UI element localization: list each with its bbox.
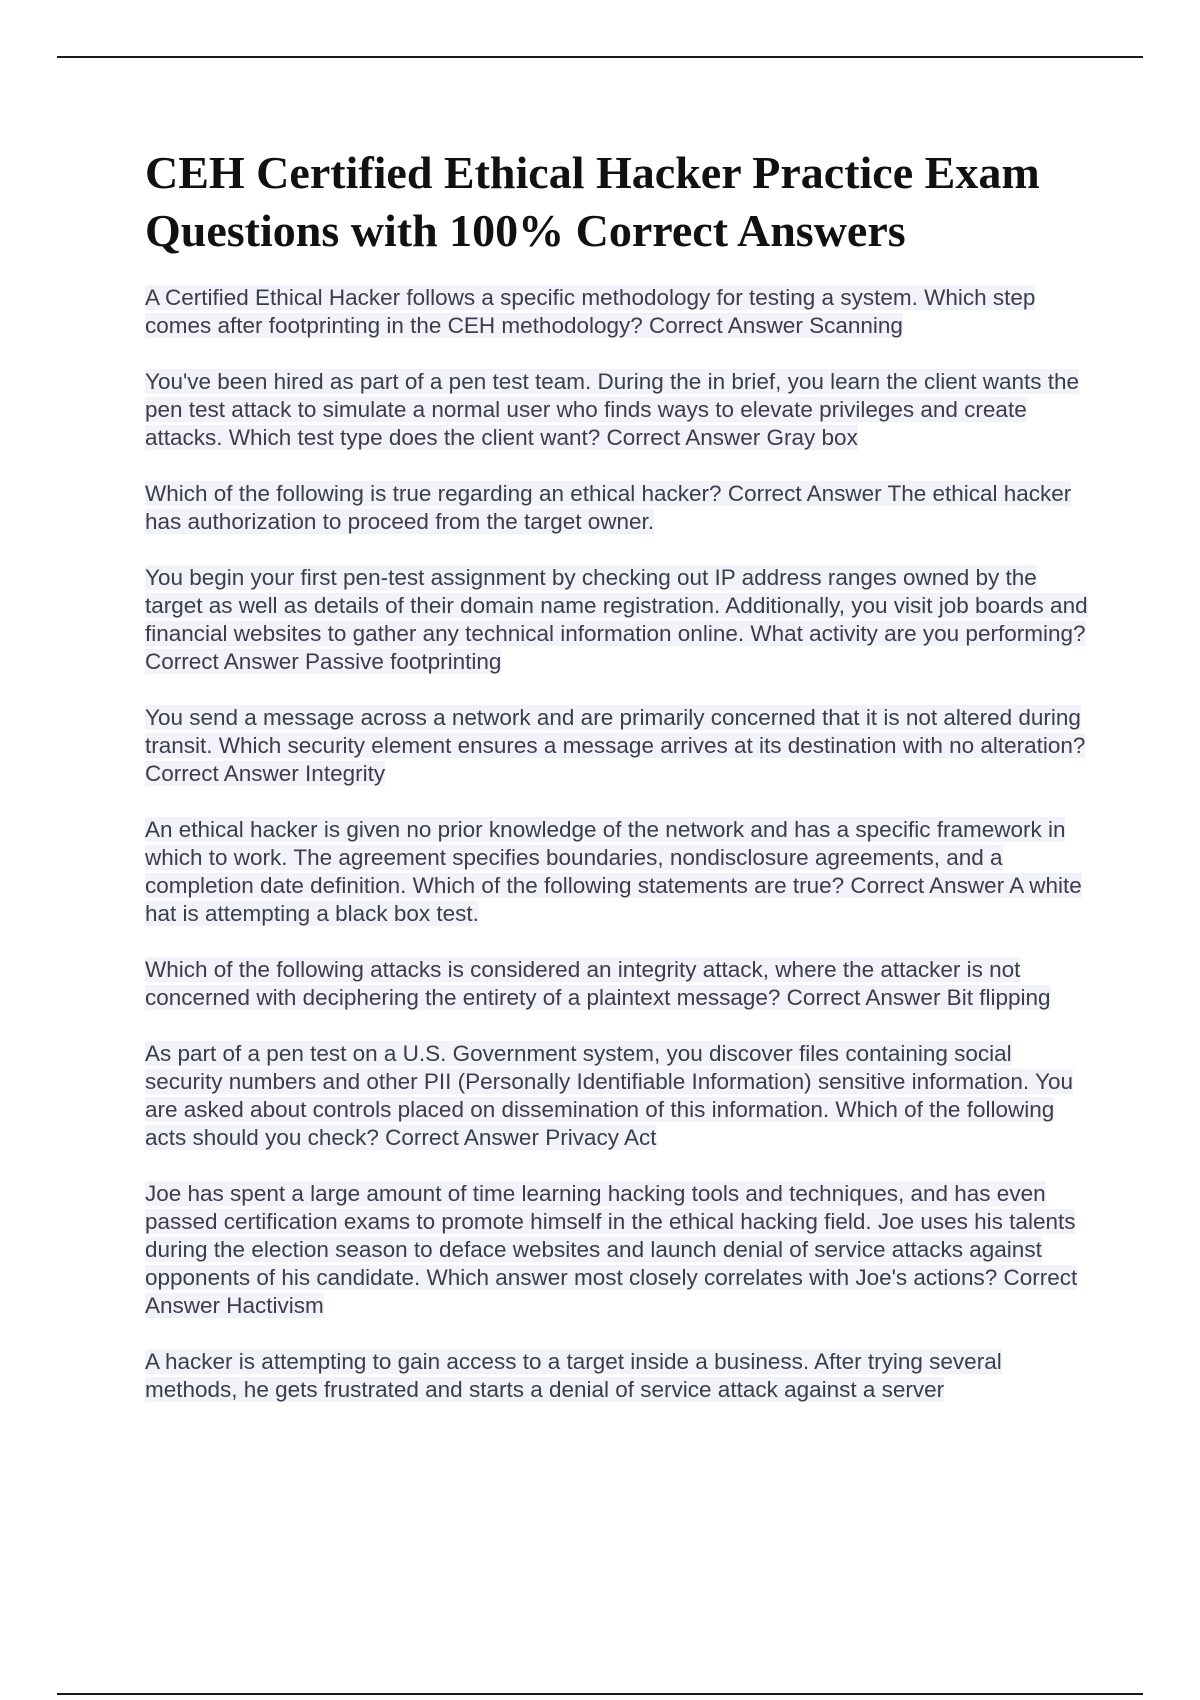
qa-item — [145, 704, 1095, 788]
qa-item — [145, 284, 1095, 340]
qa-item — [145, 1040, 1095, 1152]
qa-item — [145, 1348, 1095, 1404]
document-title: CEH Certified Ethical Hacker Practice Exam Questions with 100% Correct Answers — [145, 147, 1040, 256]
qa-text: Which of the following is true regarding an ethical hacker? Correct Answer The ethical hacker has authorization to proceed from the target owner. — [145, 481, 1072, 534]
qa-text: A hacker is attempting to gain access to a target inside a business. After trying several methods, he gets frustrated and starts a denial of service attack against a server — [145, 1349, 1002, 1402]
qa-text: You begin your first pen-test assignment by checking out IP address ranges owned by the target as well as details of their domain name registration. Additionally, you visit job boards and financial websites to gather any technical information online. What activity are you performing? Correct Answer Passive footprinting — [145, 565, 1088, 674]
qa-item — [145, 816, 1095, 928]
qa-text: A Certified Ethical Hacker follows a specific methodology for testing a system. Which step comes after footprinting in the CEH methodology? Correct Answer Scanning — [145, 285, 1036, 338]
qa-text: Which of the following attacks is considered an integrity attack, where the attacker is not concerned with deciphering the entirety of a plaintext message? Correct Answer Bit flipping — [145, 957, 1051, 1010]
qa-text: You send a message across a network and are primarily concerned that it is not altered during transit. Which security element ensures a message arrives at its destination with no alteration? Correct Answer Integrity — [145, 705, 1086, 786]
question-list — [145, 284, 1095, 1404]
footer-rule — [57, 1693, 1143, 1695]
qa-text: Joe has spent a large amount of time learning hacking tools and techniques, and has even passed certification exams to promote himself in the ethical hacking field. Joe uses his talents during the election season to deface websites and launch denial of service attacks against opponents of his candidate. Which answer most closely correlates with Joe's actions? Correct Answer Hactivism — [145, 1181, 1078, 1318]
qa-item — [145, 480, 1095, 536]
qa-item — [145, 564, 1095, 676]
qa-text: An ethical hacker is given no prior knowledge of the network and has a specific framework in which to work. The agreement specifies boundaries, nondisclosure agreements, and a completion date definition. Which of the following statements are true? Correct Answer A white hat is attempting a black box test. — [145, 817, 1082, 926]
qa-item — [145, 1180, 1095, 1320]
document-body — [145, 144, 1095, 1432]
header-rule — [57, 56, 1143, 58]
qa-text: You've been hired as part of a pen test team. During the in brief, you learn the client wants the pen test attack to simulate a normal user who finds ways to elevate privileges and create attacks. Which test type does the client want? Correct Answer Gray box — [145, 369, 1080, 450]
qa-text: As part of a pen test on a U.S. Government system, you discover files containing social security numbers and other PII (Personally Identifiable Information) sensitive information. You are asked about controls placed on dissemination of this information. Which of the following acts should you check? Correct Answer Privacy Act — [145, 1041, 1073, 1150]
qa-item — [145, 368, 1095, 452]
qa-item — [145, 956, 1095, 1012]
